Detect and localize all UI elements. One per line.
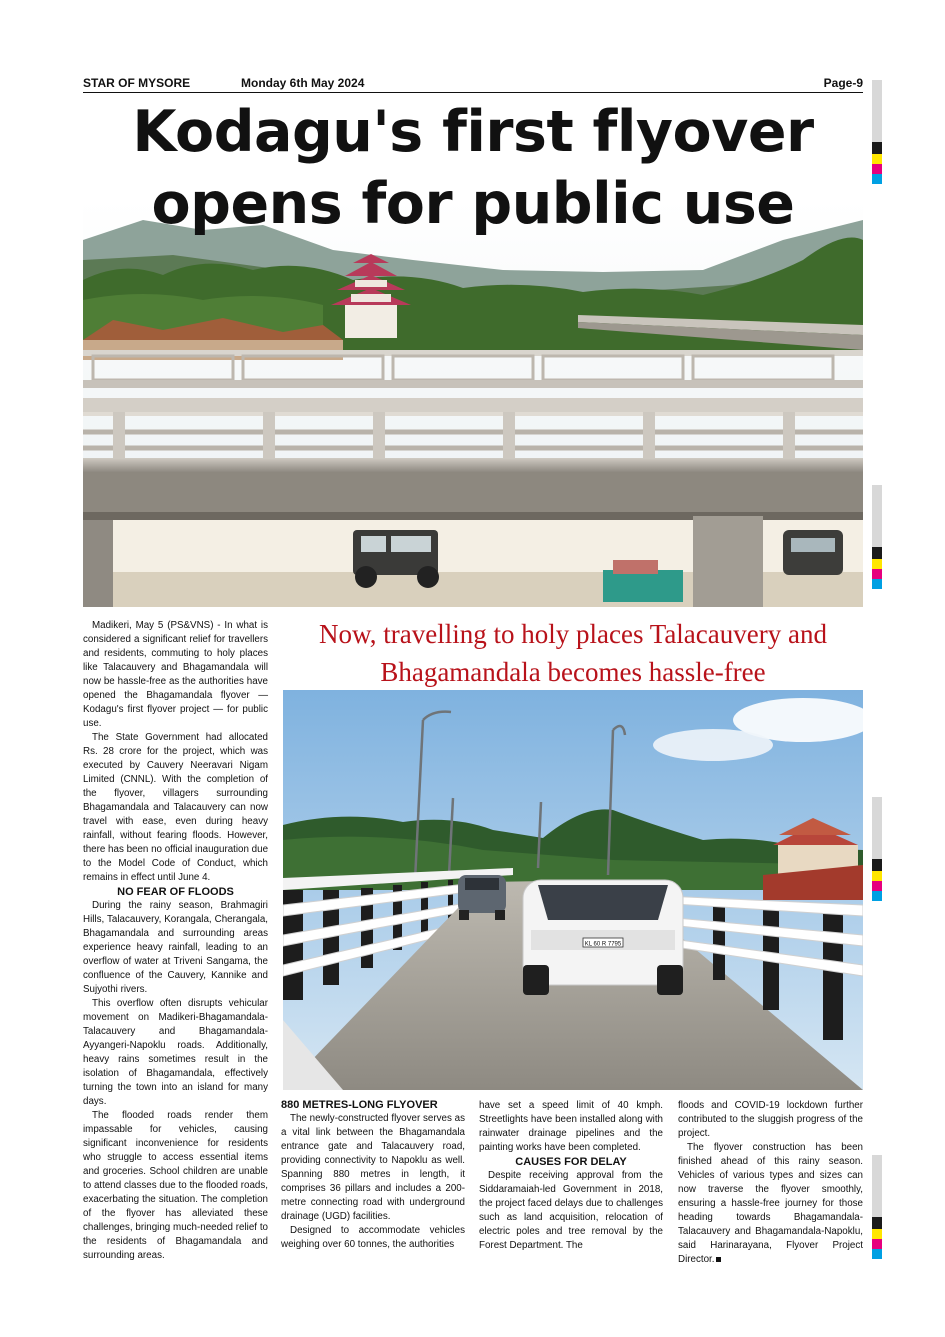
masthead	[83, 76, 863, 91]
article-column-4	[678, 1099, 863, 1267]
paragraph-text: The flyover construction has been finished ahead of this rainy season. Vehicles of various types and sizes can now traverse the flyover smoothly, ensuring a hassle-free journey for those heading towards Bhagamandala-Talacauvery and Bhagamandala-Napoklu, said Harinarayana, Flyover Project Director.	[678, 1142, 863, 1265]
paragraph: During the rainy season, Brahmagiri Hills, Talacauvery, Korangala, Cherangala, Bhagamandala and surrounding areas experience heavy rainfall, leading to an overflow of water at Triveni Sangama, the confluence of the Cauvery, Kannike and Sujyothi rivers.	[83, 900, 268, 995]
paragraph: Madikeri, May 5 (PS&VNS) - In what is considered a significant relief for travellers and residents, commuting to holy places like Talacauvery and Bhagamandala will now be hassle-free as the authorities have opened the Bhagamandala flyover — Kodagu's first flyover project — for public use.	[83, 620, 268, 729]
paragraph: The State Government had allocated Rs. 28 crore for the project, which was executed by Cauvery Neeravari Nigam Limited (CNNL). With the completion of the flyover, villagers surrounding Bhagamandala and Talacauvery can now travel with ease, even during heavy rainfall, without fearing floods. However, there has been no official inauguration due to the Model Code of Conduct, which remains in effect until June 4.	[83, 732, 269, 883]
headline	[83, 96, 863, 240]
paragraph: Designed to accommodate vehicles weighing over 60 tonnes, the authorities	[281, 1225, 465, 1250]
car-white-suv	[523, 880, 683, 995]
car-plate: KL 60 R 7795	[584, 941, 622, 948]
article-column-1	[83, 619, 268, 1263]
paragraph: Despite receiving approval from the Siddaramaiah-led Government in 2018, the project faced delays due to challenges such as land acquisition, relocation of electric poles and tree removal by the Forest Department. The	[479, 1170, 663, 1251]
section-heading-delay: CAUSES FOR DELAY	[515, 1156, 627, 1168]
subheadline-line-2: Bhagamandala becomes hassle-free	[380, 657, 766, 687]
paragraph: have set a speed limit of 40 kmph. Streetlights have been installed along with rainwater drainage pipelines and the painting works have been completed.	[479, 1100, 663, 1153]
headline-line-1: Kodagu's first flyover	[132, 99, 814, 165]
registration-mark	[872, 1155, 882, 1259]
subheadline	[283, 615, 863, 691]
paper-name: STAR OF MYSORE	[83, 76, 191, 90]
end-mark-icon	[716, 1257, 721, 1262]
cars-on-flyover-photo	[283, 690, 863, 1090]
paragraph: floods and COVID-19 lockdown further contributed to the sluggish progress of the project.	[678, 1100, 863, 1139]
masthead-rule	[83, 92, 863, 93]
registration-mark	[872, 485, 882, 589]
headline-line-2: opens for public use	[151, 171, 795, 237]
section-heading-floods: NO FEAR OF FLOODS	[117, 886, 234, 898]
paragraph: This overflow often disrupts vehicular movement on Madikeri-Bhagamandala-Talacauvery and Bhagamandala-Ayyangeri-Napoklu roads. Additionally, heavy rains sometimes result in the isolation of Bhagamandala, effectively turning the town into an island for many days.	[83, 998, 268, 1107]
section-heading-flyover: 880 METRES-LONG FLYOVER	[281, 1099, 438, 1111]
paragraph: The newly-constructed flyover serves as a vital link between the Bhagamandala entrance gate and Talacauvery road, providing connectivity to Napoklu as well. Spanning 880 metres in length, it comprises 36 pillars and includes a 200-metre connecting road with underground drainage (UGD) facilities.	[281, 1113, 465, 1222]
article-column-2	[281, 1098, 465, 1252]
registration-mark	[872, 797, 882, 901]
subheadline-line-1: Now, travelling to holy places Talacauvery and	[319, 619, 827, 649]
registration-mark	[872, 80, 882, 184]
issue-date: Monday 6th May 2024	[241, 76, 365, 90]
paragraph: The flooded roads render them impassable for vehicles, causing significant inconvenience for residents who struggle to access essential items and groceries. School children are unable to attend classes due to the flooded roads, exacerbating the situation. The completion of the flyover has alleviated these challenges, bringing much-needed relief to the residents of Bhagamandala and surrounding areas.	[83, 1110, 268, 1261]
flyover-bridge-temple-photo	[83, 200, 863, 607]
article-column-3	[479, 1099, 663, 1253]
page-number: Page-9	[823, 76, 863, 90]
paragraph	[678, 1141, 863, 1267]
